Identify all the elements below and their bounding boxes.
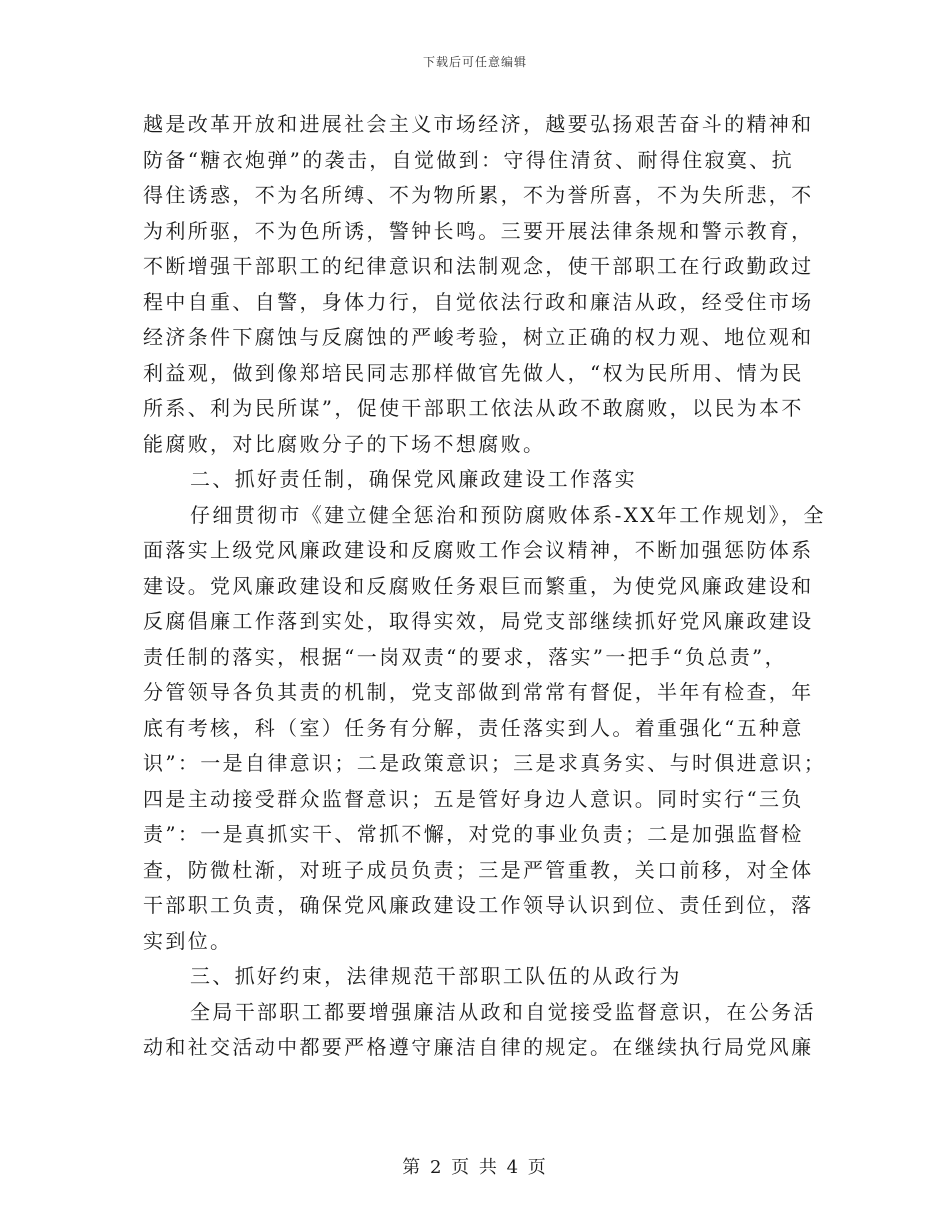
- body-line: 防备“糖衣炮弹”的袭击，自觉做到：守得住清贫、耐得住寂寞、抗: [143, 147, 794, 172]
- body-line: 分管领导各负其责的机制，党支部做到常常有督促，半年有检查，年: [143, 680, 814, 704]
- body-line: 全局干部职工都要增强廉洁从政和自觉接受监督意识，在公务活: [190, 999, 816, 1024]
- body-line: 责”：一是真抓实干、常抓不懈，对党的事业负责；二是加强监督检: [143, 822, 804, 846]
- body-line: 不断增强干部职工的纪律意识和法制观念，使干部职工在行政勤政过: [143, 254, 814, 278]
- page-header: 下载后可任意编辑: [422, 55, 527, 69]
- body-line: 利益观，做到像郑培民同志那样做官先做人，“权为民所用、情为民: [143, 360, 804, 385]
- body-line: 经济条件下腐蚀与反腐蚀的严峻考验，树立正确的权力观、地位观和: [143, 325, 814, 349]
- section-heading: 三、抓好约束，法律规范干部职工队伍的从政行为: [190, 964, 682, 988]
- body-line: 干部职工负责，确保党风廉政建设工作领导认识到位、责任到位，落: [143, 893, 814, 917]
- document-body: [143, 107, 827, 1066]
- section-heading: 二、抓好责任制，确保党风廉政建设工作落实: [190, 467, 637, 491]
- body-line: 越是改革开放和进展社会主义市场经济，越要弘扬艰苦奋斗的精神和: [143, 112, 814, 136]
- body-line: 得住诱惑，不为名所缚、不为物所累，不为誉所喜，不为失所悲，不: [143, 183, 814, 207]
- body-line: 查，防微杜渐，对班子成员负责；三是严管重教，关口前移，对全体: [143, 857, 814, 882]
- body-line: 四是主动接受群众监督意识；五是管好身边人意识。同时实行“三负: [143, 786, 804, 811]
- body-line: 实到位。: [143, 928, 233, 953]
- body-line: 为利所驱，不为色所诱，警钟长鸣。三要开展法律条规和警示教育，: [143, 218, 814, 243]
- body-line: 识”：一是自律意识；二是政策意识；三是求真务实、与时俱进意识；: [143, 751, 827, 775]
- body-line: 动和社交活动中都要严格遵守廉洁自律的规定。在继续执行局党风廉: [143, 1035, 814, 1059]
- body-line: 所系、利为民所谋”，促使干部职工依法从政不敢腐败，以民为本不: [143, 396, 804, 420]
- page-number: 第 2 页 共 4 页: [402, 1157, 548, 1178]
- body-line: 底有考核，科（室）任务有分解，责任落实到人。着重强化“五种意: [143, 715, 804, 740]
- body-line: 仔细贯彻市《建立健全惩治和预防腐败体系-XX年工作规划》，全: [190, 502, 826, 527]
- body-line: 责任制的落实，根据“一岗双责“的要求，落实”一把手“负总责”，: [143, 644, 787, 669]
- body-line: 面落实上级党风廉政建设和反腐败工作会议精神，不断加强惩防体系: [143, 538, 814, 562]
- body-line: 程中自重、自警，身体力行，自觉依法行政和廉洁从政，经受住市场: [143, 289, 814, 314]
- body-line: 建设。党风廉政建设和反腐败任务艰巨而繁重，为使党风廉政建设和: [143, 573, 814, 598]
- body-line: 能腐败，对比腐败分子的下场不想腐败。: [143, 431, 546, 456]
- body-line: 反腐倡廉工作落到实处，取得实效，局党支部继续抓好党风廉政建设: [143, 609, 814, 633]
